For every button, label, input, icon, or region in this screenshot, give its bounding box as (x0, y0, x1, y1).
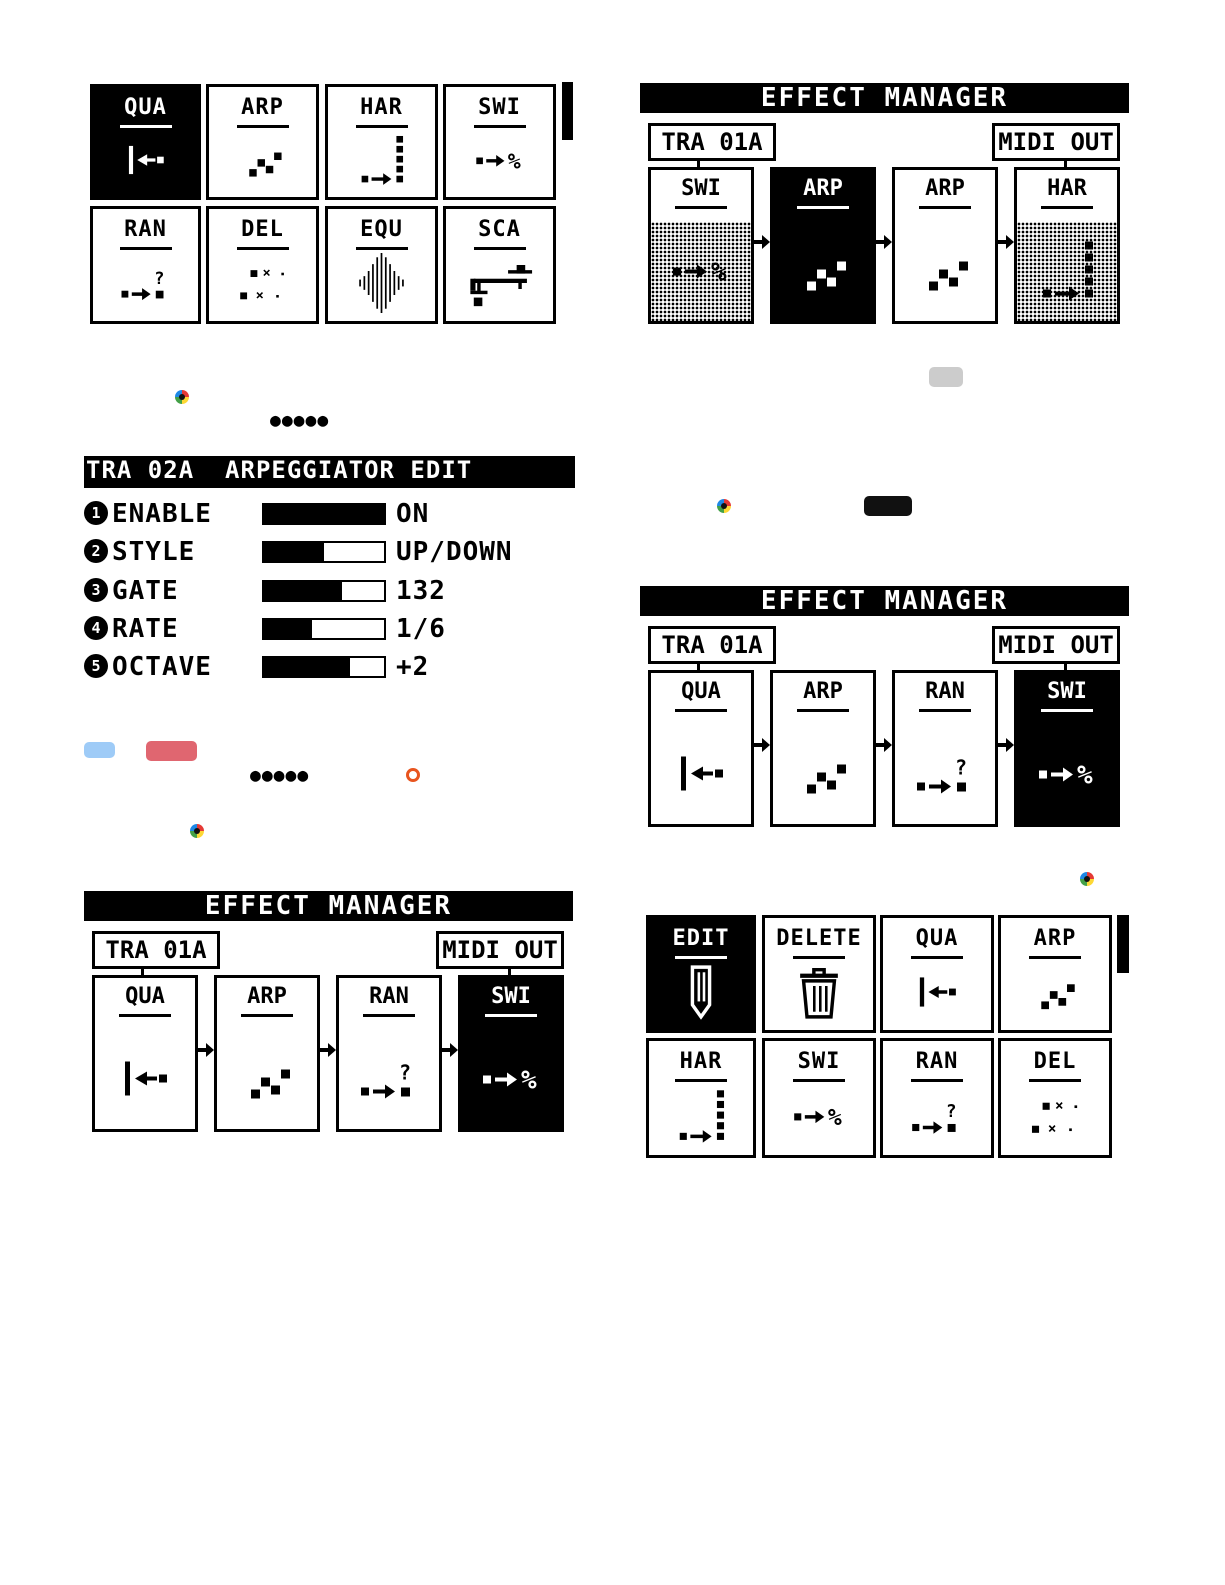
effect-tile-delete[interactable] (762, 915, 876, 1033)
harmonizer-icon (649, 1085, 753, 1147)
arpeggio-icon (895, 230, 995, 311)
effect-tile-swi[interactable] (762, 1038, 876, 1158)
chain-effect-arp[interactable] (892, 167, 998, 324)
tile-underline (474, 247, 526, 250)
effect-tile-har[interactable] (646, 1038, 756, 1158)
scrollbar[interactable] (1117, 915, 1129, 973)
tile-label: EQU (360, 217, 403, 242)
effect-label: SWI (461, 978, 561, 1030)
harmonizer-icon (1017, 230, 1117, 311)
manager-title: EFFECT MANAGER (640, 83, 1129, 113)
effect-icon (461, 1038, 561, 1119)
effect-icon (217, 1038, 317, 1119)
param-value: UP/DOWN (396, 537, 513, 567)
tile-label: EDIT (672, 926, 730, 951)
param-bar[interactable] (262, 656, 386, 678)
dest-box: MIDI OUT (992, 626, 1120, 664)
effect-underline (363, 1014, 415, 1017)
delay-icon (209, 253, 316, 313)
effect-icon (95, 1038, 195, 1119)
param-number: 4 (84, 616, 108, 640)
tile-label: QUA (124, 95, 167, 120)
effect-label: QUA (651, 673, 751, 725)
effect-label: SWI (651, 170, 751, 222)
effect-icon (339, 1038, 439, 1119)
effect-label: ARP (773, 170, 873, 222)
effect-icon (1017, 230, 1117, 311)
effect-underline (1041, 206, 1093, 209)
chain-arrow-icon (198, 1043, 214, 1057)
param-value: ON (396, 499, 430, 529)
chain-effect-arp[interactable] (770, 167, 876, 324)
chain-effect-swi[interactable] (648, 167, 754, 324)
manager-title: EFFECT MANAGER (84, 891, 573, 921)
effect-tile-qua[interactable] (880, 915, 994, 1033)
chain-effect-swi[interactable] (1014, 670, 1120, 827)
tile-label: RAN (124, 217, 167, 242)
param-bar[interactable] (262, 618, 386, 640)
chain-arrow-icon (442, 1043, 458, 1057)
tile-icon (328, 131, 435, 189)
tile-label: HAR (360, 95, 403, 120)
chain-arrow-icon (754, 738, 770, 752)
effect-tile-del[interactable] (998, 1038, 1112, 1158)
encoder-knob-icon (1080, 872, 1094, 886)
param-value: 132 (396, 576, 446, 606)
effect-icon (651, 230, 751, 311)
delay-icon (1001, 1085, 1109, 1147)
param-bar-fill (264, 620, 312, 638)
black-button[interactable] (864, 496, 912, 516)
tile-underline (120, 247, 172, 250)
effect-label: HAR (1017, 170, 1117, 222)
effect-tile-ran[interactable] (90, 206, 201, 324)
tile-icon (1001, 962, 1109, 1022)
effect-underline (1041, 709, 1093, 712)
tile-label: ARP (1033, 926, 1077, 951)
tile-underline (356, 125, 408, 128)
effect-icon (773, 733, 873, 814)
effect-tile-arp[interactable] (998, 915, 1112, 1033)
param-label: STYLE (112, 537, 196, 567)
harmonizer-icon (328, 131, 435, 189)
tile-underline (675, 1079, 727, 1082)
effect-label: RAN (339, 978, 439, 1030)
source-box: TRA 01A (648, 626, 776, 664)
effect-underline (797, 206, 849, 209)
pencil-icon (649, 962, 753, 1022)
tile-icon (93, 131, 198, 189)
param-bar-fill (264, 582, 342, 600)
param-label: GATE (112, 576, 179, 606)
tile-label: DELETE (776, 926, 862, 951)
quantize-icon (651, 733, 751, 814)
svg-text:%: % (711, 257, 727, 288)
tile-underline (120, 125, 172, 128)
svg-text:?: ? (399, 1060, 412, 1085)
chain-arrow-icon (320, 1043, 336, 1057)
effect-underline (675, 709, 727, 712)
tile-underline (793, 1079, 845, 1082)
svg-text:×: × (1047, 1120, 1057, 1137)
effect-icon (1017, 733, 1117, 814)
svg-text:%: % (827, 1104, 842, 1131)
svg-text:%: % (521, 1065, 537, 1096)
tile-label: SWI (478, 95, 521, 120)
effect-label: SWI (1017, 673, 1117, 725)
effect-tile-equ[interactable] (325, 206, 438, 324)
source-box: TRA 01A (92, 931, 220, 969)
orange-ring-icon (406, 768, 420, 782)
chain-effect-ran[interactable] (892, 670, 998, 827)
effect-underline (919, 206, 971, 209)
random-icon (93, 253, 198, 313)
param-number: 1 (84, 501, 108, 525)
tile-label: QUA (915, 926, 959, 951)
tile-underline (1029, 1079, 1081, 1082)
chain-arrow-icon (998, 235, 1014, 249)
effect-tile-del[interactable] (206, 206, 319, 324)
tile-icon (446, 131, 553, 189)
effect-tile-qua[interactable] (90, 84, 201, 200)
dest-box: MIDI OUT (436, 931, 564, 969)
tile-icon (649, 1085, 753, 1147)
quantize-icon (95, 1038, 195, 1119)
svg-text:%: % (1077, 760, 1093, 791)
effect-label: ARP (217, 978, 317, 1030)
effect-tile-swi[interactable] (443, 84, 556, 200)
param-number: 2 (84, 539, 108, 563)
tile-icon (209, 131, 316, 189)
param-label: ENABLE (112, 499, 212, 529)
chain-effect-har[interactable] (1014, 167, 1120, 324)
scrollbar[interactable] (562, 82, 573, 140)
swing-icon (1017, 733, 1117, 814)
encoder-knob-icon (175, 390, 189, 404)
param-bar-fill (264, 543, 324, 561)
swing-icon (765, 1085, 873, 1147)
chain-effect-swi[interactable] (458, 975, 564, 1132)
tile-underline (356, 247, 408, 250)
quantize-icon (883, 962, 991, 1022)
param-number: 3 (84, 578, 108, 602)
quantize-icon (93, 131, 198, 189)
tile-underline (1029, 956, 1081, 959)
arpeggio-icon (1001, 962, 1109, 1022)
chain-effect-arp[interactable] (770, 670, 876, 827)
swing-icon (651, 230, 751, 311)
param-bar-fill (264, 505, 384, 523)
effect-tile-arp[interactable] (206, 84, 319, 200)
tile-label: RAN (915, 1049, 959, 1074)
chain-arrow-icon (998, 738, 1014, 752)
param-bar-fill (264, 658, 350, 676)
tile-label: DEL (241, 217, 284, 242)
param-label: OCTAVE (112, 652, 212, 682)
random-icon (883, 1085, 991, 1147)
tile-underline (237, 247, 289, 250)
svg-text:×: × (262, 265, 271, 281)
param-bar[interactable] (262, 541, 386, 563)
tile-underline (474, 125, 526, 128)
swing-icon (461, 1038, 561, 1119)
arp-edit-title: TRA 02A ARPEGGIATOR EDIT (84, 456, 575, 488)
arpeggio-icon (209, 131, 316, 189)
tile-icon (883, 1085, 991, 1147)
param-value: +2 (396, 652, 430, 682)
effect-underline (485, 1014, 537, 1017)
tile-underline (675, 956, 727, 959)
tile-label: HAR (679, 1049, 723, 1074)
dest-box: MIDI OUT (992, 123, 1120, 161)
tile-underline (793, 956, 845, 959)
effect-tile-ran[interactable] (880, 1038, 994, 1158)
tile-label: SCA (478, 217, 521, 242)
arpeggio-icon (773, 230, 873, 311)
effect-underline (797, 709, 849, 712)
chain-effect-qua[interactable] (92, 975, 198, 1132)
effect-label: RAN (895, 673, 995, 725)
effect-icon (895, 230, 995, 311)
effect-label: QUA (95, 978, 195, 1030)
tile-icon (1001, 1085, 1109, 1147)
chain-arrow-icon (754, 235, 770, 249)
effect-tile-edit[interactable] (646, 915, 756, 1033)
effect-underline (119, 1014, 171, 1017)
effect-underline (241, 1014, 293, 1017)
chain-effect-ran[interactable] (336, 975, 442, 1132)
random-icon (895, 733, 995, 814)
chain-effect-qua[interactable] (648, 670, 754, 827)
svg-text:×: × (1055, 1097, 1064, 1114)
trash-icon (765, 962, 873, 1022)
tile-icon (765, 962, 873, 1022)
tile-icon (765, 1085, 873, 1147)
effect-underline (919, 709, 971, 712)
tile-label: SWI (797, 1049, 841, 1074)
red-button[interactable] (146, 741, 197, 761)
effect-icon (651, 733, 751, 814)
tile-icon (209, 253, 316, 313)
param-bar[interactable] (262, 503, 386, 525)
svg-text:?: ? (955, 755, 968, 780)
effect-icon (773, 230, 873, 311)
dots-icon: ●●●●● (270, 410, 330, 431)
tile-icon (446, 253, 553, 313)
svg-text:?: ? (154, 268, 165, 289)
random-icon (339, 1038, 439, 1119)
tile-icon (93, 253, 198, 313)
effect-tile-har[interactable] (325, 84, 438, 200)
arpeggio-icon (217, 1038, 317, 1119)
effect-label: ARP (773, 673, 873, 725)
effect-tile-sca[interactable] (443, 206, 556, 324)
effect-label: ARP (895, 170, 995, 222)
chain-arrow-icon (876, 235, 892, 249)
tile-underline (911, 956, 963, 959)
param-label: RATE (112, 614, 179, 644)
tile-underline (237, 125, 289, 128)
scale-icon (446, 253, 553, 313)
effect-icon (895, 733, 995, 814)
manager-title: EFFECT MANAGER (640, 586, 1129, 616)
tile-icon (328, 253, 435, 313)
tile-label: DEL (1033, 1049, 1077, 1074)
effect-underline (675, 206, 727, 209)
equalizer-icon (328, 253, 435, 313)
swing-icon (446, 131, 553, 189)
param-value: 1/6 (396, 614, 446, 644)
tile-label: ARP (241, 95, 284, 120)
tile-icon (883, 962, 991, 1022)
blue-button[interactable] (84, 742, 115, 758)
param-number: 5 (84, 654, 108, 678)
encoder-knob-icon (190, 824, 204, 838)
chain-effect-arp[interactable] (214, 975, 320, 1132)
tile-icon (649, 962, 753, 1022)
svg-text:%: % (507, 149, 521, 175)
encoder-knob-icon (717, 499, 731, 513)
svg-text:?: ? (945, 1101, 957, 1122)
chain-arrow-icon (876, 738, 892, 752)
arpeggio-icon (773, 733, 873, 814)
dots-icon: ●●●●● (250, 765, 310, 786)
grey-button[interactable] (929, 367, 963, 387)
tile-underline (911, 1079, 963, 1082)
svg-text:×: × (255, 287, 264, 304)
param-bar[interactable] (262, 580, 386, 602)
source-box: TRA 01A (648, 123, 776, 161)
